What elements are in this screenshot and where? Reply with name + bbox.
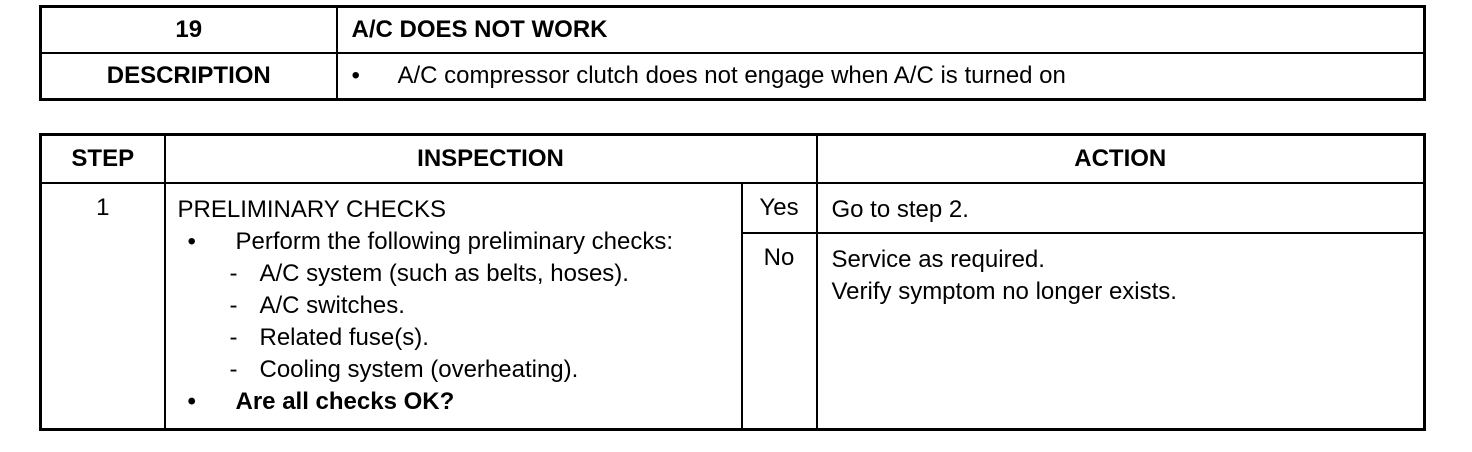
step-number: 1 xyxy=(41,183,165,430)
description-cell xyxy=(337,53,1425,100)
dash-icon: - xyxy=(229,292,238,319)
column-header-step: STEP xyxy=(41,135,165,184)
column-header-row xyxy=(41,135,1425,184)
inspection-title: PRELIMINARY CHECKS xyxy=(177,196,447,223)
symptom-number: 19 xyxy=(41,7,337,54)
inspection-subitem-text: A/C switches. xyxy=(259,292,405,319)
diagnostic-steps-table xyxy=(39,133,1426,431)
column-header-action: ACTION xyxy=(817,135,1425,184)
symptom-header-table xyxy=(39,5,1426,101)
bullet-icon: • xyxy=(351,62,360,89)
dash-icon: - xyxy=(229,356,238,383)
inspection-question-text: Are all checks OK? xyxy=(235,388,455,415)
no-action xyxy=(817,233,1425,430)
no-action-line: Verify symptom no longer exists. xyxy=(831,277,1177,305)
symptom-title: A/C DOES NOT WORK xyxy=(337,7,1425,54)
no-label: No xyxy=(742,233,817,430)
no-action-line: Service as required. xyxy=(831,245,1045,273)
inspection-subitem xyxy=(178,354,731,386)
inspection-subitem-text: A/C system (such as belts, hoses). xyxy=(259,260,629,287)
inspection-bullet-text: Perform the following preliminary checks: xyxy=(235,228,673,255)
symptom-title-row xyxy=(41,7,1425,54)
description-row xyxy=(41,53,1425,100)
yes-label: Yes xyxy=(742,183,817,233)
inspection-cell xyxy=(165,183,742,430)
inspection-question xyxy=(178,386,731,418)
inspection-subitem-text: Cooling system (overheating). xyxy=(259,356,579,383)
bullet-icon: • xyxy=(187,228,196,255)
column-header-inspection: INSPECTION xyxy=(165,135,817,184)
inspection-bullet-item xyxy=(178,226,731,258)
inspection-subitem xyxy=(178,258,731,290)
bullet-icon: • xyxy=(187,388,196,415)
dash-icon: - xyxy=(229,324,238,351)
inspection-subitem xyxy=(178,290,731,322)
inspection-subitem-text: Related fuse(s). xyxy=(259,324,429,351)
yes-action: Go to step 2. xyxy=(817,183,1425,233)
description-text: A/C compressor clutch does not engage when A/C is turned on xyxy=(397,62,1066,89)
step-row-yes xyxy=(41,183,1425,233)
inspection-subitem xyxy=(178,322,731,354)
description-label: DESCRIPTION xyxy=(41,53,337,100)
dash-icon: - xyxy=(229,260,238,287)
